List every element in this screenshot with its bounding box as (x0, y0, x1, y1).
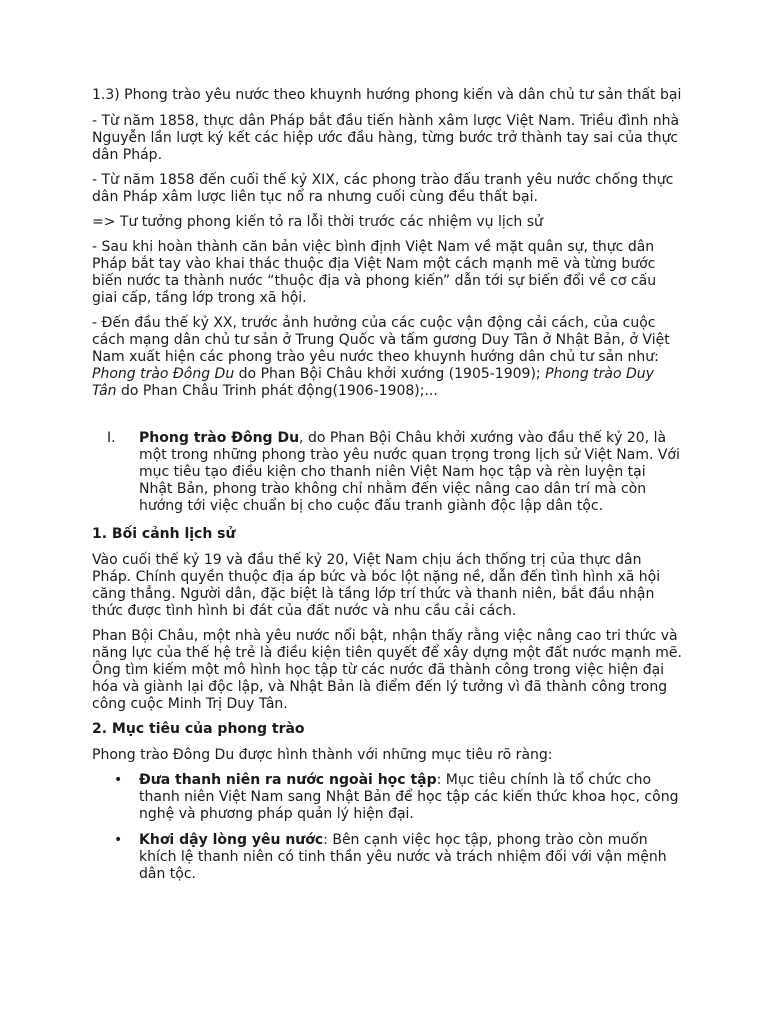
century-lead: - Đến đầu thế kỷ XX, trước ảnh hưởng của các cuộc vận động cải cách, của cuộc cách mạng dân chủ tư sản ở Trung Quốc và tấm gương Duy Tân ở Nhật Bản, ở Việt Nam xuất hiện các phong trào yêu nước theo khuynh hướng dân chủ tư sản như: (92, 315, 670, 365)
goal-item-2-bold: Khơi dậy lòng yêu nước (139, 832, 324, 848)
roman-list-item (92, 430, 682, 515)
goals-intro: Phong trào Đông Du được hình thành với những mục tiêu rõ ràng: (92, 747, 553, 763)
goal-item-2-text: : Bên cạnh việc học tập, phong trào còn muốn khích lệ thanh niên có tinh thần yêu nước và trách nhiệm đối với vận mệnh dân tộc. (139, 832, 667, 882)
section-heading: 1.3) Phong trào yêu nước theo khuynh hướng phong kiến và dân chủ tư sản thất bại (92, 87, 682, 103)
spacer (92, 408, 682, 430)
intro-paragraph-1: - Từ năm 1858, thực dân Pháp bắt đầu tiến hành xâm lược Việt Nam. Triều đình nhà Nguyễn lần lượt ký kết các hiệp ước đầu hàng, từng bước trở thành tay sai của thực dân Pháp. (92, 113, 680, 163)
roman-marker: I. (107, 430, 116, 446)
century-paragraph (92, 315, 682, 400)
intro-paragraph-2: - Từ năm 1858 đến cuối thế kỷ XIX, các phong trào đấu tranh yêu nước chống thực dân Pháp xâm lược liên tục nổ ra nhưng cuối cùng đều thất bại. (92, 172, 674, 205)
goals-heading: 2. Mục tiêu của phong trào (92, 721, 305, 737)
conclusion-line: => Tư tưởng phong kiến tỏ ra lỗi thời trước các nhiệm vụ lịch sử (92, 214, 543, 230)
context-paragraph-1: Vào cuối thế kỷ 19 và đầu thế kỷ 20, Việt Nam chịu ách thống trị của thực dân Pháp. Chính quyền thuộc địa áp bức và bóc lột nặng nề, dẫn đến tình hình xã hội căng thẳng. Người dân, đặc biệt là tầng lớp trí thức và thanh niên, bắt đầu nhận thức được tình hình bi đát của đất nước và nhu cầu cải cách. (92, 552, 661, 619)
intro-paragraph-3: - Sau khi hoàn thành căn bản việc bình định Việt Nam về mặt quân sự, thực dân Pháp bắt tay vào khai thác thuộc địa Việt Nam một cách mạnh mẽ và từng bước biến nước ta thành nước “thuộc địa và phong kiến” dẫn tới sự biến đổi về cơ cấu giai cấp, tầng lớp trong xã hội. (92, 239, 657, 306)
goal-item-1-text: : Mục tiêu chính là tổ chức cho thanh niên Việt Nam sang Nhật Bản để học tập các kiến thức khoa học, công nghệ và phương pháp quản lý hiện đại. (139, 772, 679, 822)
context-paragraph-2: Phan Bội Châu, một nhà yêu nước nổi bật, nhận thấy rằng việc nâng cao tri thức và năng lực của thế hệ trẻ là điều kiện tiên quyết để xây dựng một đất nước mạnh mẽ. Ông tìm kiếm một mô hình học tập từ các nước đã thành công trong việc hiện đại hóa và giành lại độc lập, và Nhật Bản là điểm đến lý tưởng vì đã thành công trong công cuộc Minh Trị Duy Tân. (92, 628, 682, 712)
goal-item-2 (92, 832, 682, 883)
dong-du-italic: Phong trào Đông Du (92, 366, 235, 382)
dong-du-bold: Phong trào Đông Du (139, 430, 300, 446)
goals-list (92, 772, 682, 883)
context-heading: 1. Bối cảnh lịch sử (92, 526, 236, 542)
document-page (92, 87, 682, 892)
goal-item-1 (92, 772, 682, 823)
dong-du-description: , do Phan Bội Châu khởi xướng vào đầu thế kỷ 20, là một trong những phong trào yêu nước quan trọng trong lịch sử Việt Nam. Với mục tiêu tạo điều kiện cho thanh niên Việt Nam học tập và rèn luyện tại Nhật Bản, phong trào không chỉ nhằm đến việc nâng cao dân trí mà còn hướng tới việc chuẩn bị cho cuộc đấu tranh giành độc lập dân tộc. (139, 430, 680, 514)
goal-item-1-bold: Đưa thanh niên ra nước ngoài học tập (139, 772, 437, 788)
duy-tan-italic: Phong trào Duy Tân (92, 366, 654, 399)
century-mid: do Phan Bội Châu khởi xướng (1905-1909); (234, 366, 546, 382)
bullet-icon: • (114, 832, 123, 848)
bullet-icon: • (114, 772, 123, 788)
century-tail: do Phan Châu Trinh phát động(1906-1908);... (116, 383, 438, 399)
